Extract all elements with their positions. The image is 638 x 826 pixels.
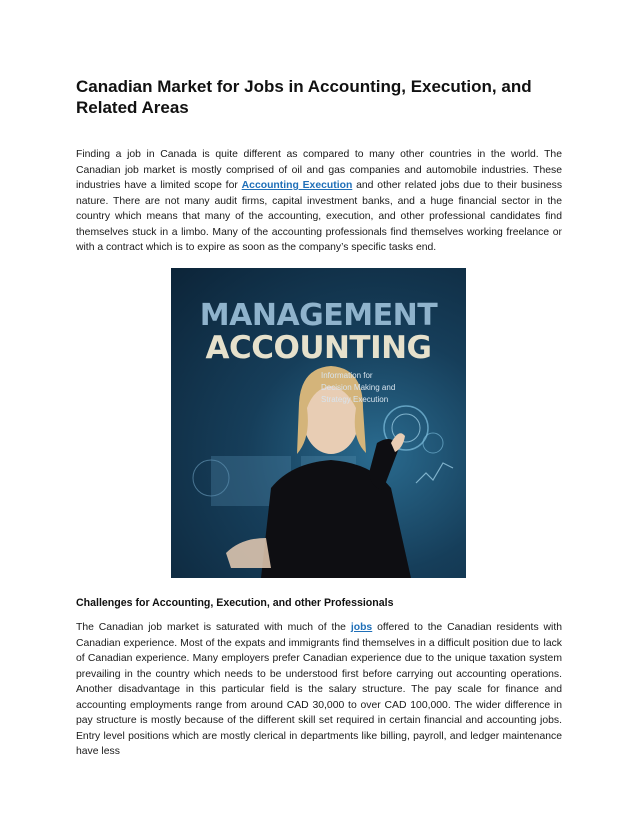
cover-subtitle-line2: Decision Making and [321,383,396,392]
intro-paragraph [76,147,562,256]
intro-text-start: Finding a job in Canada is quite different as compared to many other countries in the world. The Canadian job market is mostly comprised of oil and gas companies and automobile industries. These industries have a limited scope for [76,149,562,191]
page-title: Canadian Market for Jobs in Accounting, Execution, and Related Areas [76,77,532,117]
cover-title-line1: MANAGEMENT [199,298,438,333]
book-cover-image [171,268,466,578]
section-heading: Challenges for Accounting, Execution, and other Professionals [76,597,394,609]
intro-text-end: and other related jobs due to their business nature. There are not many audit firms, capital investment banks, and a huge financial sector in the country which means that many of the accounting, execution, and other professional candidates find themselves stuck in a limbo. Many of the accounting professionals find themselves working freelance or with a contract which is to expire as soon as the company’s specific tasks end. [76,180,563,253]
challenges-text-start: The Canadian job market is saturated with much of the [76,622,351,633]
jobs-link[interactable]: jobs [350,622,373,633]
cover-subtitle-line3: Strategy Execution [321,395,389,404]
accounting-execution-link[interactable]: Accounting Execution [241,180,353,191]
cover-subtitle [321,370,441,406]
challenges-text-end: offered to the Canadian residents with Canadian experience. Most of the expats and immigrants find themselves in a difficult position due to lack of Canadian experience. Many employers prefer Canadian experience due to the unique taxation system prevailing in the country which needs to be understood first before carrying out accounting operations. Another disadvantage in this particular field is the salary structure. The pay scale for finance and accounting employments range from around CAD 30,000 to over CAD 100,000. The wider difference in pay structure is mostly because of the different skill set required in certain financial and accounting jobs. Entry level positions which are mostly clerical in departments like billing, payroll, and ledger maintenance have less [76,622,563,757]
challenges-paragraph [76,620,562,760]
cover-title-line2: ACCOUNTING [205,330,432,366]
cover-subtitle-line1: Information for [321,371,373,380]
